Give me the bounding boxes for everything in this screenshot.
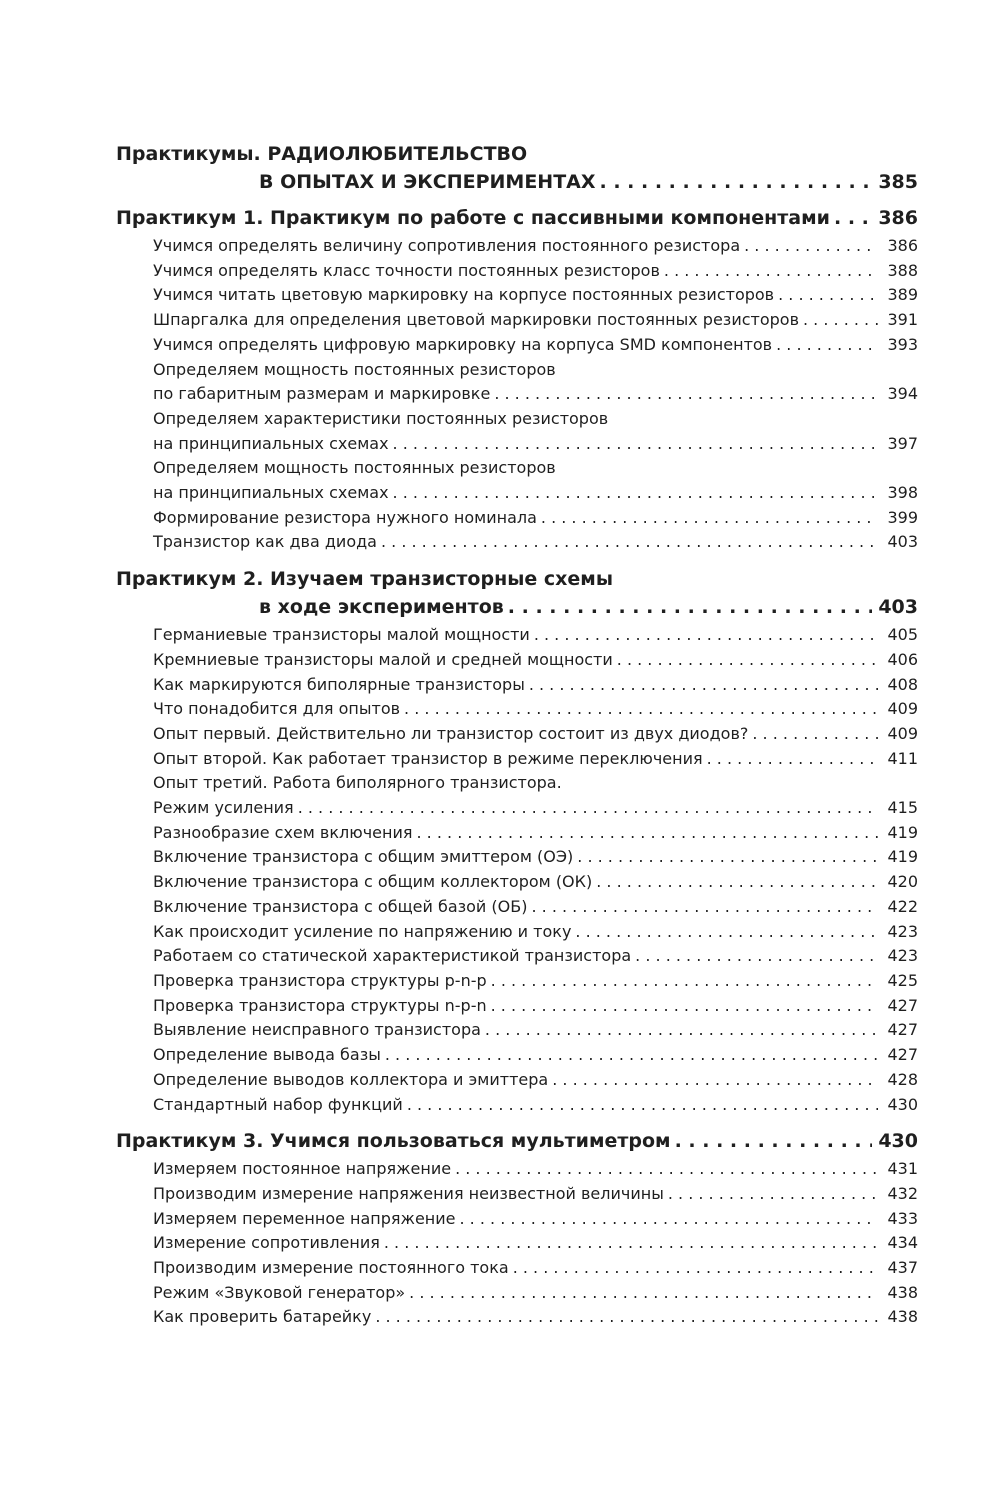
- page-number: 428: [887, 1069, 918, 1089]
- dot-leader: [485, 1018, 878, 1043]
- toc-entry[interactable]: [153, 1018, 918, 1043]
- entry-title: Включение транзистора с общим эмиттером (ОЭ): [153, 847, 574, 867]
- page-number: 398: [887, 483, 918, 503]
- toc-entry[interactable]: [153, 994, 918, 1019]
- toc-part: [116, 565, 918, 1117]
- toc-entry[interactable]: [153, 722, 918, 747]
- page-number: 409: [887, 723, 918, 743]
- toc-entry[interactable]: [153, 530, 918, 555]
- entry-title: Разнообразие схем включения: [153, 822, 413, 842]
- entry-title: Включение транзистора с общим коллектором (ОК): [153, 872, 593, 892]
- page-number: 427: [887, 1045, 918, 1065]
- page-number: 427: [887, 995, 918, 1015]
- entry-title: Как происходит усиление по напряжению и току: [153, 921, 572, 941]
- toc-entries: [116, 1157, 918, 1330]
- page-number: 423: [887, 946, 918, 966]
- entry-title: Производим измерение напряжения неизвестной величины: [153, 1183, 664, 1203]
- page-number: 432: [887, 1183, 918, 1203]
- dot-leader: [552, 1068, 878, 1093]
- dot-leader: [600, 168, 872, 196]
- page-number: 420: [887, 872, 918, 892]
- entry-title: Включение транзистора с общей базой (ОБ): [153, 896, 528, 916]
- toc-entry[interactable]: [153, 648, 918, 673]
- toc-entry[interactable]: [153, 845, 918, 870]
- page-number: 408: [887, 674, 918, 694]
- page-number: 397: [887, 433, 918, 453]
- toc-entry[interactable]: [153, 259, 918, 284]
- toc-entry[interactable]: [153, 283, 918, 308]
- toc-entry[interactable]: [153, 1068, 918, 1093]
- toc-entry[interactable]: [153, 1231, 918, 1256]
- entry-title: Выявление неисправного транзистора: [153, 1020, 481, 1040]
- toc-entry[interactable]: [153, 1305, 918, 1330]
- toc-entries: [116, 623, 918, 1117]
- dot-leader: [407, 1093, 878, 1118]
- toc-entry[interactable]: [153, 796, 918, 821]
- toc-entry[interactable]: [153, 333, 918, 358]
- dot-leader: [393, 432, 878, 457]
- toc-entry[interactable]: [153, 1182, 918, 1207]
- dot-leader: [455, 1157, 878, 1182]
- entry-title-first-line: Определяем мощность постоянных резисторов: [153, 359, 556, 379]
- dot-leader: [513, 1256, 878, 1281]
- entry-title: Формирование резистора нужного номинала: [153, 507, 537, 527]
- dot-leader: [675, 1127, 872, 1155]
- page-number: 431: [887, 1159, 918, 1179]
- toc-part: [116, 140, 918, 196]
- page-number: 419: [887, 822, 918, 842]
- page-number: 425: [887, 970, 918, 990]
- toc-entry[interactable]: [153, 1043, 918, 1068]
- page-number: 409: [887, 699, 918, 719]
- entry-title: Опыт второй. Как работает транзистор в режиме переключения: [153, 748, 703, 768]
- part-title: В ОПЫТАХ И ЭКСПЕРИМЕНТАХ: [259, 171, 596, 193]
- dot-leader: [778, 283, 878, 308]
- entry-title: Германиевые транзисторы малой мощности: [153, 625, 530, 645]
- page-number: 388: [887, 260, 918, 280]
- dot-leader: [298, 796, 878, 821]
- dot-leader: [664, 259, 878, 284]
- dot-leader: [776, 333, 878, 358]
- toc-part: [116, 204, 918, 555]
- entry-title: Работаем со статической характеристикой транзистора: [153, 946, 632, 966]
- toc-entry[interactable]: [153, 382, 918, 407]
- entry-title: по габаритным размерам и маркировке: [153, 384, 491, 404]
- entry-title: Проверка транзистора структуры p-n-p: [153, 970, 487, 990]
- part-heading-row[interactable]: [116, 204, 918, 232]
- page-number: 433: [887, 1208, 918, 1228]
- entry-title: Транзистор как два диода: [153, 532, 377, 552]
- toc-entries: [116, 234, 918, 555]
- dot-leader: [409, 1281, 878, 1306]
- page-number: 434: [887, 1233, 918, 1253]
- entry-title: Как проверить батарейку: [153, 1307, 372, 1327]
- dot-leader: [393, 481, 878, 506]
- entry-title: Проверка транзистора структуры n-p-n: [153, 995, 487, 1015]
- dot-leader: [707, 747, 878, 772]
- page-number: 437: [887, 1258, 918, 1278]
- page-number: 386: [887, 236, 918, 255]
- dot-leader: [531, 895, 878, 920]
- dot-leader: [381, 530, 878, 555]
- page-number: 430: [878, 1130, 918, 1153]
- page-number: 403: [878, 596, 918, 619]
- page-number: 415: [887, 798, 918, 818]
- dot-leader: [803, 308, 878, 333]
- page-number: 385: [878, 171, 918, 193]
- entry-title: Шпаргалка для определения цветовой маркировки постоянных резисторов: [153, 310, 799, 330]
- part-title-first-line: Практикумы. РАДИОЛЮБИТЕЛЬСТВО: [116, 143, 528, 165]
- dot-leader: [417, 821, 879, 846]
- toc-entry[interactable]: [153, 1281, 918, 1306]
- toc-entry[interactable]: [153, 432, 918, 457]
- dot-leader: [385, 1043, 878, 1068]
- page-number: 386: [878, 207, 918, 229]
- dot-leader: [508, 593, 872, 621]
- toc-entry[interactable]: [153, 944, 918, 969]
- page-number: 389: [887, 285, 918, 305]
- dot-leader: [744, 234, 878, 259]
- page-number: 405: [887, 625, 918, 645]
- part-title: в ходе экспериментов: [259, 596, 504, 619]
- part-title: Практикум 3. Учимся пользоваться мультиметром: [116, 1130, 671, 1153]
- part-title: Практикум 1. Практикум по работе с пассивными компонентами: [116, 207, 830, 229]
- dot-leader: [460, 1207, 879, 1232]
- toc-entry[interactable]: [153, 895, 918, 920]
- dot-leader: [668, 1182, 878, 1207]
- dot-leader: [534, 623, 878, 648]
- page-number: 411: [887, 748, 918, 768]
- entry-title: Режим «Звуковой генератор»: [153, 1282, 406, 1302]
- page-number: 399: [887, 507, 918, 527]
- page-number: 406: [887, 649, 918, 669]
- page-number: 427: [887, 1020, 918, 1040]
- page-number: 391: [887, 310, 918, 330]
- part-title-first-line: Практикум 2. Изучаем транзисторные схемы: [116, 568, 614, 591]
- dot-leader: [384, 1231, 878, 1256]
- page-number: 422: [887, 896, 918, 916]
- dot-leader: [577, 845, 878, 870]
- toc-entry[interactable]: [153, 920, 918, 945]
- dot-leader: [834, 204, 872, 232]
- entry-title: Стандартный набор функций: [153, 1094, 403, 1114]
- entry-title: Производим измерение постоянного тока: [153, 1258, 509, 1278]
- entry-title: на принципиальных схемах: [153, 433, 389, 453]
- toc-entry[interactable]: [153, 697, 918, 722]
- page-number: 430: [887, 1094, 918, 1114]
- table-of-contents: [116, 140, 918, 1340]
- toc-entry[interactable]: [153, 1256, 918, 1281]
- toc-entry[interactable]: [153, 481, 918, 506]
- part-heading-row[interactable]: [116, 1127, 918, 1155]
- dot-leader: [494, 382, 878, 407]
- entry-title: Опыт первый. Действительно ли транзистор состоит из двух диодов?: [153, 723, 749, 743]
- entry-title-first-line: Опыт третий. Работа биполярного транзистора.: [153, 773, 562, 793]
- dot-leader: [752, 722, 878, 747]
- entry-title: Измеряем постоянное напряжение: [153, 1159, 452, 1179]
- toc-entry[interactable]: [153, 1207, 918, 1232]
- dot-leader: [635, 944, 878, 969]
- part-heading-row[interactable]: [116, 593, 918, 621]
- part-heading-row[interactable]: [116, 168, 918, 196]
- dot-leader: [596, 870, 878, 895]
- entry-title: Определение вывода базы: [153, 1045, 381, 1065]
- page-number: 423: [887, 921, 918, 941]
- entry-title-first-line: Определяем характеристики постоянных резисторов: [153, 408, 609, 428]
- dot-leader: [541, 506, 878, 531]
- page-number: 419: [887, 847, 918, 867]
- dot-leader: [617, 648, 878, 673]
- toc-entry[interactable]: [153, 821, 918, 846]
- page-number: 394: [887, 384, 918, 404]
- toc-entry[interactable]: [153, 969, 918, 994]
- toc-part: [116, 1127, 918, 1330]
- dot-leader: [375, 1305, 878, 1330]
- entry-title: Определение выводов коллектора и эмиттера: [153, 1069, 549, 1089]
- toc-entry[interactable]: [153, 308, 918, 333]
- entry-title: Учимся читать цветовую маркировку на корпусе постоянных резисторов: [153, 285, 775, 305]
- entry-title-first-line: Определяем мощность постоянных резисторов: [153, 458, 556, 478]
- toc-entry[interactable]: [153, 747, 918, 772]
- toc-entry[interactable]: [153, 870, 918, 895]
- entry-title: Учимся определять цифровую маркировку на корпуса SMD компонентов: [153, 334, 773, 354]
- page-number: 403: [887, 532, 918, 552]
- toc-entry[interactable]: [153, 1157, 918, 1182]
- entry-title: на принципиальных схемах: [153, 483, 389, 503]
- entry-title: Режим усиления: [153, 798, 294, 818]
- entry-title: Как маркируются биполярные транзисторы: [153, 674, 525, 694]
- dot-leader: [404, 697, 878, 722]
- entry-title: Кремниевые транзисторы малой и средней мощности: [153, 649, 613, 669]
- entry-title: Измеряем переменное напряжение: [153, 1208, 456, 1228]
- dot-leader: [575, 920, 878, 945]
- entry-title: Измерение сопротивления: [153, 1233, 380, 1253]
- toc-entry[interactable]: [153, 1093, 918, 1118]
- dot-leader: [529, 673, 878, 698]
- dot-leader: [491, 994, 878, 1019]
- toc-entry[interactable]: [153, 506, 918, 531]
- entry-title: Что понадобится для опытов: [153, 699, 401, 719]
- toc-entry[interactable]: [153, 673, 918, 698]
- entry-title: Учимся определять величину сопротивления постоянного резистора: [153, 236, 741, 255]
- dot-leader: [491, 969, 878, 994]
- toc-entry[interactable]: [153, 623, 918, 648]
- page-number: 438: [887, 1282, 918, 1302]
- page-number: 438: [887, 1307, 918, 1327]
- toc-entry[interactable]: [153, 234, 918, 259]
- entry-title: Учимся определять класс точности постоянных резисторов: [153, 260, 660, 280]
- page-number: 393: [887, 334, 918, 354]
